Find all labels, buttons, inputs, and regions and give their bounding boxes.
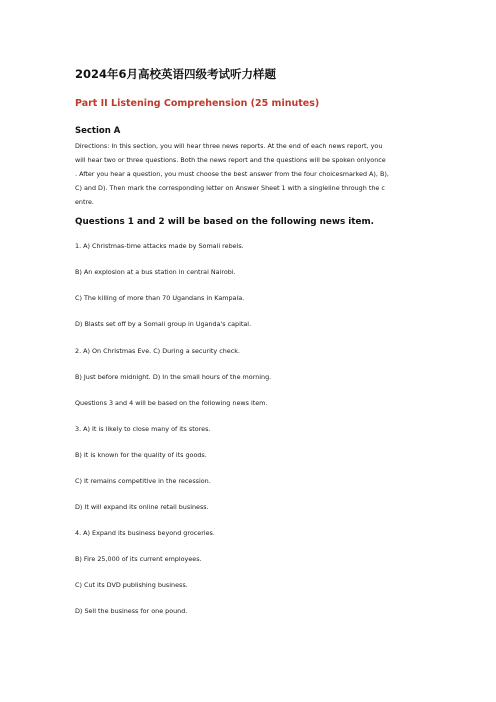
directions-paragraph: [75, 139, 431, 209]
part-heading: Part II Listening Comprehension (25 minutes): [75, 98, 320, 109]
question-3-option-d: D) It will expand its online retail business.: [75, 503, 209, 511]
document-title: 2024年6月高校英语四级考试听力样题: [75, 67, 277, 81]
directions-line: . After you hear a question, you must choose the best answer from the four choicesmarked A), B),: [75, 170, 389, 178]
directions-line: C) and D). Then mark the corresponding letter on Answer Sheet 1 with a singleline through the c: [75, 184, 385, 192]
questions-3-4-heading: Questions 3 and 4 will be based on the following news item.: [75, 399, 268, 407]
question-1-option-a: 1. A) Christmas-time attacks made by Somali rebels.: [75, 242, 244, 250]
question-2-options-b-d: B) Just before midnight. D) In the small hours of the morning.: [75, 373, 272, 381]
question-3-option-a: 3. A) It is likely to close many of its stores.: [75, 425, 211, 433]
question-3-option-b: B) It is known for the quality of its goods.: [75, 451, 207, 459]
directions-line: Directions: In this section, you will hear three news reports. At the end of each news report, you: [75, 142, 383, 150]
question-4-option-a: 4. A) Expand its business beyond groceries.: [75, 529, 215, 537]
question-4-option-d: D) Sell the business for one pound.: [75, 607, 188, 615]
questions-1-2-heading: Questions 1 and 2 will be based on the following news item.: [75, 217, 374, 227]
question-4-option-c: C) Cut its DVD publishing business.: [75, 581, 188, 589]
question-4-option-b: B) Fire 25,000 of its current employees.: [75, 555, 202, 563]
question-1-option-b: B) An explosion at a bus station in central Nairobi.: [75, 268, 236, 276]
directions-line: will hear two or three questions. Both the news report and the questions will be spoken onlyonce: [75, 156, 386, 164]
question-1-option-c: C) The killing of more than 70 Ugandans in Kampala.: [75, 294, 245, 302]
question-2-options-a-c: 2. A) On Christmas Eve. C) During a security check.: [75, 347, 240, 355]
section-heading: Section A: [75, 126, 121, 136]
directions-line: entre.: [75, 198, 94, 206]
question-3-option-c: C) It remains competitive in the recession.: [75, 477, 211, 485]
question-1-option-d: D) Blasts set off by a Somali group in Uganda's capital.: [75, 320, 252, 328]
